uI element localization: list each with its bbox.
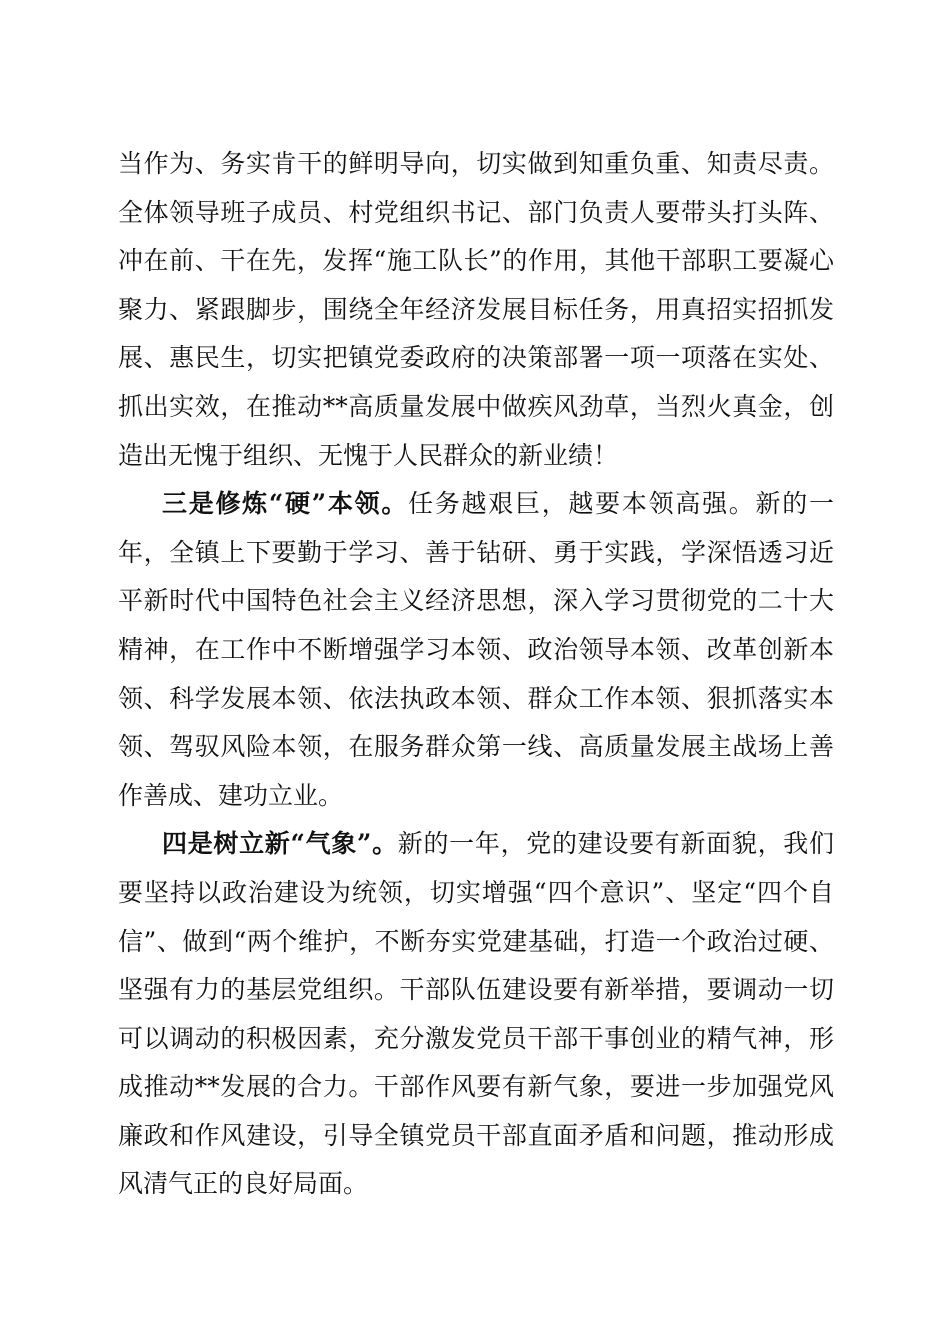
- paragraph-text: 当作为、务实肯干的鲜明导向，切实做到知重负重、知责尽责。全体领导班子成员、村党组织书记、部门负责人要带头打头阵、冲在前、干在先，发挥“施工队长”的作用，其他干部职工要凝心聚力、紧跟脚步，围绕全年经济发展目标任务，用真招实招抓发展、惠民生，切实把镇党委政府的决策部署一项一项落在实处、抓出实效，在推动**高质量发展中做疾风劲草，当烈火真金，创造出无愧于组织、无愧于人民群众的新业绩！: [118, 149, 834, 470]
- paragraph-text: 新的一年，党的建设要有新面貌，我们要坚持以政治建设为统领，切实增强“四个意识”、坚定“四个自信”、做到“两个维护，不断夯实党建基础，打造一个政治过硬、坚强有力的基层党组织。干部队伍建设要有新举措，要调动一切可以调动的积极因素，充分激发党员干部干事创业的精气神，形成推动**发展的合力。干部作风要有新气象，要进一步加强党风廉政和作风建设，引导全镇党员干部直面矛盾和问题，推动形成风清气正的良好局面。: [118, 829, 834, 1199]
- paragraph-continuation: [118, 140, 834, 480]
- paragraph-three: [118, 480, 834, 820]
- document-body: [118, 140, 834, 1209]
- paragraph-heading: 三是修炼“硬”本领。: [162, 489, 409, 519]
- paragraph-text: 任务越艰巨，越要本领高强。新的一年，全镇上下要勤于学习、善于钻研、勇于实践，学深悟透习近平新时代中国特色社会主义经济思想，深入学习贯彻党的二十大精神，在工作中不断增强学习本领、政治领导本领、改革创新本领、科学发展本领、依法执政本领、群众工作本领、狠抓落实本领、驾驭风险本领，在服务群众第一线、高质量发展主战场上善作善成、建功立业。: [118, 489, 834, 810]
- paragraph-heading: 四是树立新“气象”。: [162, 829, 398, 859]
- paragraph-four: [118, 820, 834, 1209]
